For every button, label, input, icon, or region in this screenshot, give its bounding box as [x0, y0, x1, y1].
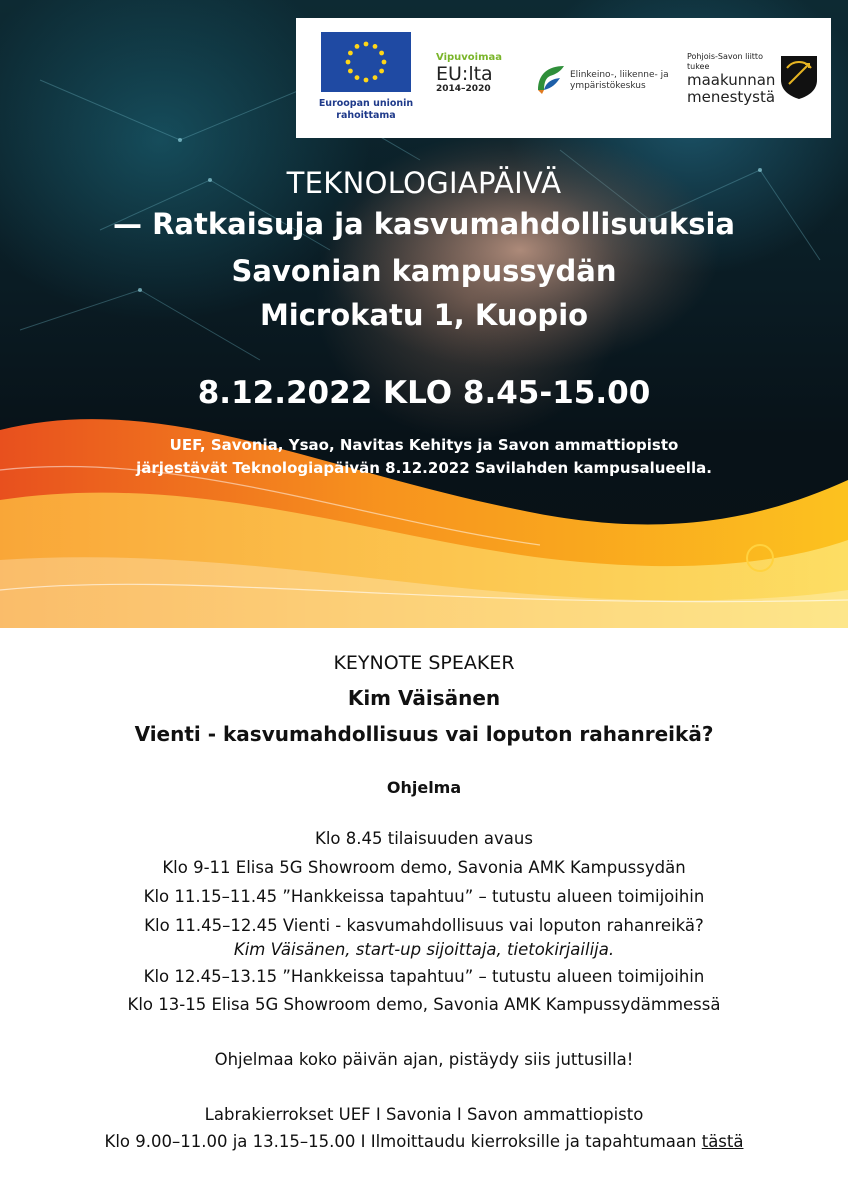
eu-caption-line: rahoittama	[336, 110, 396, 121]
ely-text-line: Elinkeino-, liikenne- ja	[570, 70, 669, 80]
eu-flag-icon	[321, 32, 411, 92]
ely-text	[570, 70, 680, 92]
event-venue: Savonian kampussydän	[231, 254, 617, 288]
psl-line: Pohjois-Savon liitto tukee	[687, 52, 763, 71]
pohjois-savon-liitto-logo	[687, 52, 777, 106]
ely-leaf-icon	[534, 62, 568, 96]
program-item: Klo 12.45–13.15 ”Hankkeissa tapahtuu” – tutustu alueen toimijoihin	[143, 967, 705, 986]
keynote-speaker-name: Kim Väisänen	[347, 686, 501, 710]
program-item: Klo 9-11 Elisa 5G Showroom demo, Savonia AMK Kampussydän	[162, 858, 686, 877]
event-title: TEKNOLOGIAPÄIVÄ	[286, 166, 562, 200]
lab-tours-time-line	[0, 1132, 848, 1151]
lab-tours-time-text: Klo 9.00–11.00 ja 13.15–15.00 I Ilmoittaudu kierroksille ja tapahtumaan	[104, 1132, 702, 1151]
vipuvoimaa-line: EU:lta	[436, 63, 493, 85]
program-item: Klo 13-15 Elisa 5G Showroom demo, Savonia AMK Kampussydämmessä	[127, 995, 721, 1014]
event-date: 8.12.2022 KLO 8.45-15.00	[197, 375, 651, 411]
keynote-label: KEYNOTE SPEAKER	[333, 652, 515, 674]
sponsor-logo-strip	[296, 18, 831, 138]
organizers-line: järjestävät Teknologiapäivän 8.12.2022 Savilahden kampusalueella.	[136, 459, 712, 477]
program-heading: Ohjelma	[386, 778, 462, 797]
keynote-talk-title: Vienti - kasvumahdollisuus vai loputon rahanreikä?	[134, 722, 714, 746]
vipuvoimaa-logo	[436, 52, 516, 95]
program-item: Klo 11.15–11.45 ”Hankkeissa tapahtuu” – tutustu alueen toimijoihin	[143, 887, 705, 906]
psl-line: maakunnan	[687, 71, 776, 89]
vipuvoimaa-line: 2014–2020	[436, 84, 491, 94]
program-item: Klo 8.45 tilaisuuden avaus	[315, 829, 533, 848]
psl-line: menestystä	[687, 88, 776, 106]
ely-text-line: ympäristökeskus	[570, 81, 646, 91]
program-item: Klo 11.45–12.45 Vienti - kasvumahdollisuus vai loputon rahanreikä?	[144, 916, 704, 935]
eu-caption-line: Euroopan unionin	[318, 98, 414, 109]
lab-tours-line: Labrakierrokset UEF I Savonia I Savon ammattiopisto	[204, 1105, 644, 1124]
coat-of-arms-icon	[779, 54, 819, 100]
all-day-note: Ohjelmaa koko päivän ajan, pistäydy siis juttusilla!	[214, 1050, 634, 1069]
event-address: Microkatu 1, Kuopio	[259, 298, 589, 332]
registration-link[interactable]: tästä	[701, 1132, 744, 1151]
eu-caption	[306, 98, 426, 122]
program-item-speaker-note: Kim Väisänen, start-up sijoittaja, tietokirjailija.	[233, 940, 615, 959]
event-subtitle: — Ratkaisuja ja kasvumahdollisuuksia	[113, 207, 735, 241]
organizers-line: UEF, Savonia, Ysao, Navitas Kehitys ja Savon ammattiopisto	[169, 436, 679, 454]
vipuvoimaa-line: Vipuvoimaa	[436, 52, 503, 63]
